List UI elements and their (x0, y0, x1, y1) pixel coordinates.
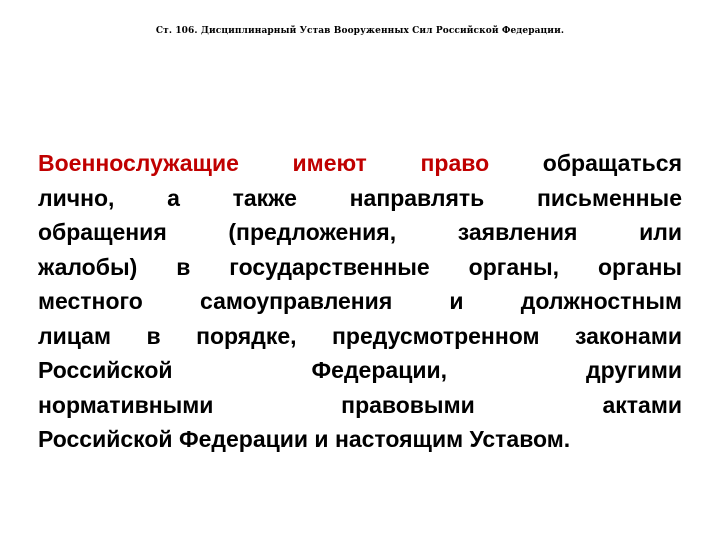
text-line-3: обращения (предложения, заявления или (38, 219, 682, 245)
text-line-9: Российской Федерации и настоящим Уставом. (38, 426, 571, 452)
highlighted-phrase: Военнослужащие имеют право (38, 150, 490, 176)
text-line-1 (38, 146, 682, 181)
text-line-6: лицам в порядке, предусмотренном законами (38, 322, 682, 349)
text-line-8: нормативными правовыми актами (38, 391, 682, 418)
text-line-2: лично, а также направлять письменные (38, 184, 682, 211)
text-line-5: местного самоуправления и должностным (38, 288, 682, 314)
article-text (38, 146, 682, 457)
text-line-1-rest: обращаться (489, 150, 682, 176)
article-citation: Ст. 106. Дисциплинарный Устав Вооруженных Сил Российской Федерации. (155, 26, 565, 36)
text-line-4: жалобы) в государственные органы, органы (38, 253, 682, 280)
text-line-7: Российской Федерации, другими (38, 357, 682, 383)
